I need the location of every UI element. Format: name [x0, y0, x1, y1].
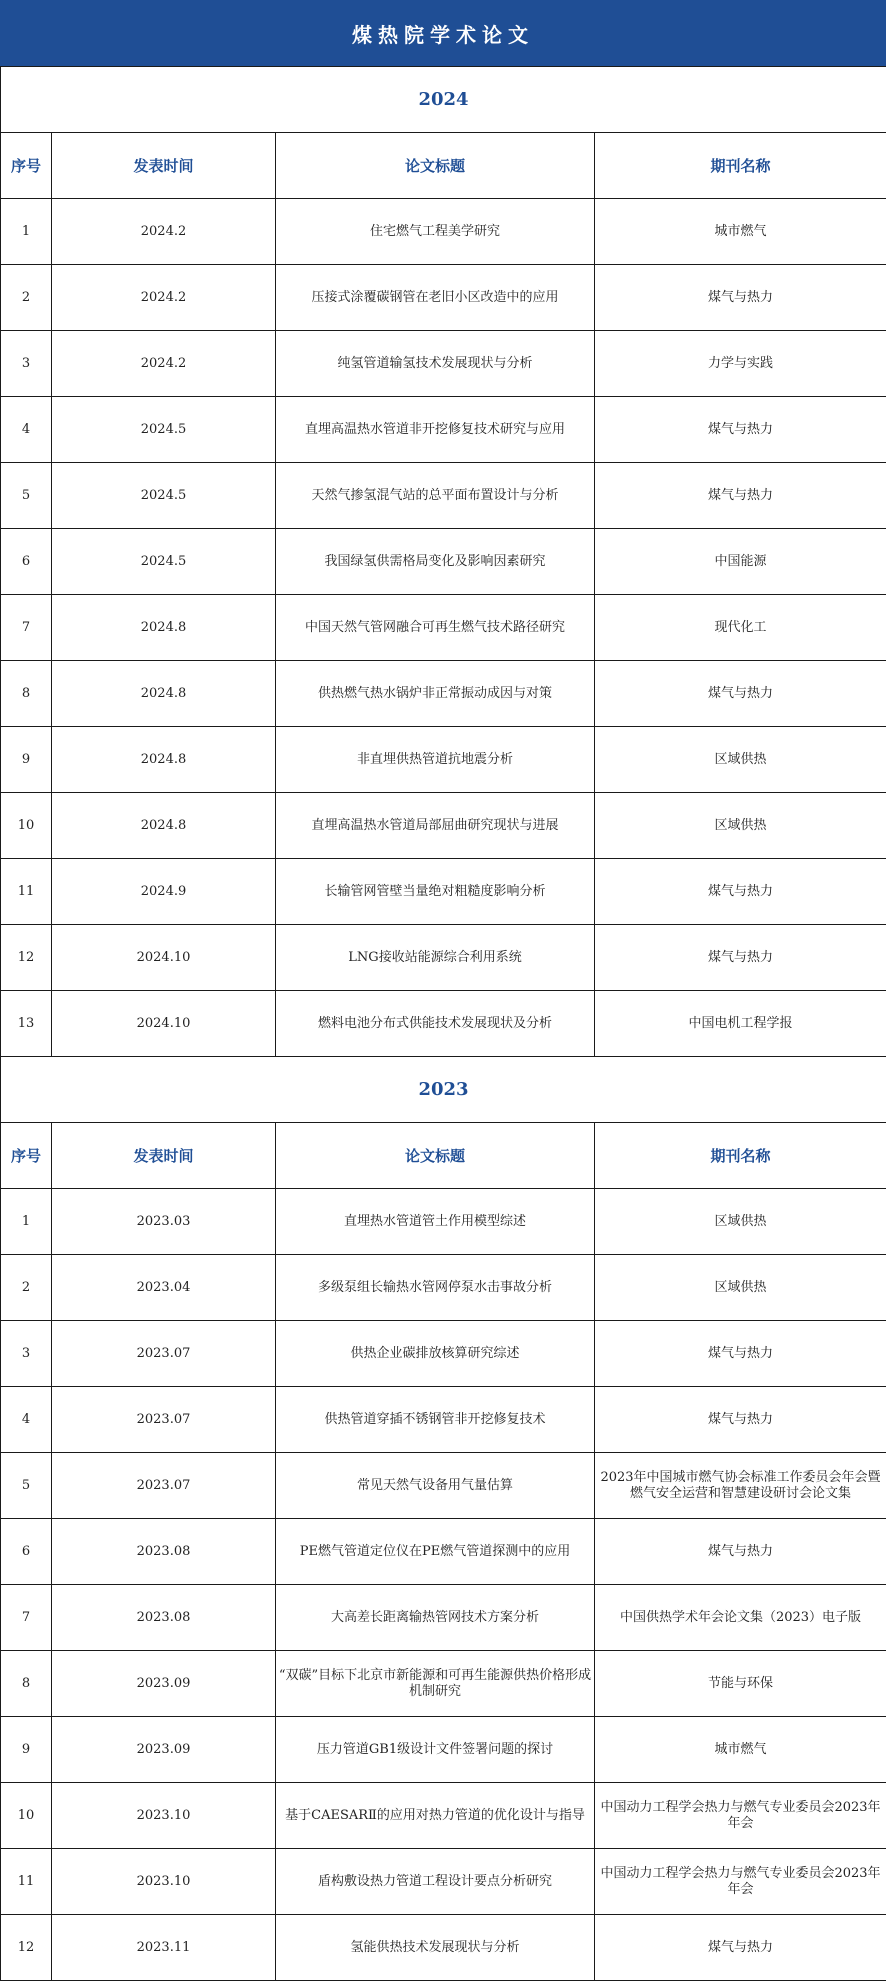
cell-title: 燃料电池分布式供能技术发展现状及分析: [276, 991, 595, 1057]
header-title: 论文标题: [276, 133, 595, 199]
cell-title: 多级泵组长输热水管网停泵水击事故分析: [276, 1255, 595, 1321]
cell-no: 8: [1, 1651, 52, 1717]
cell-journal: 中国动力工程学会热力与燃气专业委员会2023年年会: [595, 1849, 886, 1915]
cell-title: 直埋高温热水管道局部屈曲研究现状与进展: [276, 793, 595, 859]
table-row: [1, 1189, 886, 1255]
cell-no: 9: [1, 1717, 52, 1783]
cell-date: 2023.07: [52, 1453, 276, 1519]
cell-journal: 力学与实践: [595, 331, 886, 397]
cell-title: 氢能供热技术发展现状与分析: [276, 1915, 595, 1981]
table-row: [1, 397, 886, 463]
cell-date: 2023.11: [52, 1915, 276, 1981]
header-date: 发表时间: [52, 133, 276, 199]
cell-no: 6: [1, 529, 52, 595]
cell-title: 中国天然气管网融合可再生燃气技术路径研究: [276, 595, 595, 661]
cell-date: 2024.8: [52, 727, 276, 793]
cell-date: 2024.10: [52, 991, 276, 1057]
table-row: [1, 529, 886, 595]
cell-title: 直埋高温热水管道非开挖修复技术研究与应用: [276, 397, 595, 463]
table-row: [1, 925, 886, 991]
cell-date: 2024.8: [52, 661, 276, 727]
cell-no: 1: [1, 1189, 52, 1255]
cell-date: 2023.07: [52, 1321, 276, 1387]
cell-title: 盾构敷设热力管道工程设计要点分析研究: [276, 1849, 595, 1915]
cell-title: 大高差长距离输热管网技术方案分析: [276, 1585, 595, 1651]
cell-title: 压力管道GB1级设计文件签署问题的探讨: [276, 1717, 595, 1783]
header-journal: 期刊名称: [595, 1123, 886, 1189]
table-row: [1, 595, 886, 661]
table-row: [1, 1915, 886, 1981]
cell-title: 非直埋供热管道抗地震分析: [276, 727, 595, 793]
table-row: [1, 1519, 886, 1585]
cell-no: 1: [1, 199, 52, 265]
cell-date: 2023.07: [52, 1387, 276, 1453]
cell-no: 11: [1, 859, 52, 925]
cell-journal: 中国电机工程学报: [595, 991, 886, 1057]
cell-journal: 现代化工: [595, 595, 886, 661]
cell-no: 13: [1, 991, 52, 1057]
cell-journal: 煤气与热力: [595, 859, 886, 925]
table-row: [1, 661, 886, 727]
cell-date: 2024.9: [52, 859, 276, 925]
cell-date: 2023.08: [52, 1519, 276, 1585]
year-heading: 2023: [1, 1057, 886, 1123]
table-row: [1, 1387, 886, 1453]
cell-journal: 煤气与热力: [595, 463, 886, 529]
page-title: 煤热院学术论文: [0, 0, 886, 66]
table-row: [1, 1783, 886, 1849]
cell-journal: 2023年中国城市燃气协会标准工作委员会年会暨燃气安全运营和智慧建设研讨会论文集: [595, 1453, 886, 1519]
column-header-row: [1, 1123, 886, 1189]
year-heading: 2024: [1, 67, 886, 133]
header-date: 发表时间: [52, 1123, 276, 1189]
table-row: [1, 265, 886, 331]
cell-journal: 区域供热: [595, 793, 886, 859]
cell-journal: 煤气与热力: [595, 661, 886, 727]
cell-no: 7: [1, 595, 52, 661]
cell-title: 供热企业碳排放核算研究综述: [276, 1321, 595, 1387]
cell-date: 2023.09: [52, 1717, 276, 1783]
table-row: [1, 991, 886, 1057]
cell-no: 9: [1, 727, 52, 793]
cell-journal: 煤气与热力: [595, 1519, 886, 1585]
cell-title: 供热燃气热水锅炉非正常振动成因与对策: [276, 661, 595, 727]
cell-date: 2024.8: [52, 793, 276, 859]
cell-no: 3: [1, 331, 52, 397]
cell-no: 4: [1, 1387, 52, 1453]
cell-journal: 中国动力工程学会热力与燃气专业委员会2023年年会: [595, 1783, 886, 1849]
cell-journal: 煤气与热力: [595, 397, 886, 463]
cell-date: 2024.2: [52, 199, 276, 265]
year-section-row: [1, 67, 886, 133]
header-no: 序号: [1, 133, 52, 199]
cell-no: 2: [1, 265, 52, 331]
header-title: 论文标题: [276, 1123, 595, 1189]
cell-journal: 区域供热: [595, 727, 886, 793]
cell-date: 2024.5: [52, 397, 276, 463]
cell-title: 我国绿氢供需格局变化及影响因素研究: [276, 529, 595, 595]
cell-date: 2024.2: [52, 331, 276, 397]
cell-title: 直埋热水管道管土作用模型综述: [276, 1189, 595, 1255]
cell-no: 8: [1, 661, 52, 727]
cell-date: 2023.10: [52, 1849, 276, 1915]
cell-journal: 城市燃气: [595, 1717, 886, 1783]
table-row: [1, 331, 886, 397]
cell-journal: 煤气与热力: [595, 1387, 886, 1453]
table-row: [1, 1453, 886, 1519]
cell-journal: 煤气与热力: [595, 265, 886, 331]
cell-date: 2024.8: [52, 595, 276, 661]
column-header-row: [1, 133, 886, 199]
cell-no: 5: [1, 1453, 52, 1519]
year-section-row: [1, 1057, 886, 1123]
papers-table: [0, 66, 886, 1981]
cell-date: 2024.2: [52, 265, 276, 331]
table-row: [1, 1255, 886, 1321]
header-no: 序号: [1, 1123, 52, 1189]
papers-table-body: [1, 67, 886, 1981]
cell-no: 4: [1, 397, 52, 463]
cell-date: 2023.10: [52, 1783, 276, 1849]
cell-no: 10: [1, 793, 52, 859]
cell-title: 天然气掺氢混气站的总平面布置设计与分析: [276, 463, 595, 529]
cell-journal: 中国能源: [595, 529, 886, 595]
cell-no: 3: [1, 1321, 52, 1387]
cell-journal: 煤气与热力: [595, 925, 886, 991]
cell-date: 2023.08: [52, 1585, 276, 1651]
cell-no: 2: [1, 1255, 52, 1321]
cell-no: 12: [1, 1915, 52, 1981]
cell-journal: 城市燃气: [595, 199, 886, 265]
cell-title: 基于CAESARⅡ的应用对热力管道的优化设计与指导: [276, 1783, 595, 1849]
table-row: [1, 1585, 886, 1651]
table-row: [1, 859, 886, 925]
cell-no: 6: [1, 1519, 52, 1585]
cell-title: “双碳”目标下北京市新能源和可再生能源供热价格形成机制研究: [276, 1651, 595, 1717]
table-row: [1, 793, 886, 859]
table-row: [1, 727, 886, 793]
table-row: [1, 463, 886, 529]
cell-no: 12: [1, 925, 52, 991]
cell-date: 2023.04: [52, 1255, 276, 1321]
cell-journal: 区域供热: [595, 1189, 886, 1255]
cell-date: 2023.03: [52, 1189, 276, 1255]
cell-title: PE燃气管道定位仪在PE燃气管道探测中的应用: [276, 1519, 595, 1585]
cell-journal: 中国供热学术年会论文集（2023）电子版: [595, 1585, 886, 1651]
cell-journal: 煤气与热力: [595, 1915, 886, 1981]
cell-title: 压接式涂覆碳钢管在老旧小区改造中的应用: [276, 265, 595, 331]
cell-no: 5: [1, 463, 52, 529]
cell-title: 纯氢管道输氢技术发展现状与分析: [276, 331, 595, 397]
cell-title: 供热管道穿插不锈钢管非开挖修复技术: [276, 1387, 595, 1453]
cell-date: 2024.5: [52, 463, 276, 529]
cell-no: 11: [1, 1849, 52, 1915]
cell-no: 7: [1, 1585, 52, 1651]
cell-date: 2024.10: [52, 925, 276, 991]
table-row: [1, 1321, 886, 1387]
header-journal: 期刊名称: [595, 133, 886, 199]
cell-journal: 节能与环保: [595, 1651, 886, 1717]
table-row: [1, 1849, 886, 1915]
table-row: [1, 1717, 886, 1783]
cell-title: 常见天然气设备用气量估算: [276, 1453, 595, 1519]
cell-title: LNG接收站能源综合利用系统: [276, 925, 595, 991]
table-row: [1, 199, 886, 265]
cell-title: 长输管网管壁当量绝对粗糙度影响分析: [276, 859, 595, 925]
cell-journal: 区域供热: [595, 1255, 886, 1321]
table-row: [1, 1651, 886, 1717]
cell-date: 2024.5: [52, 529, 276, 595]
cell-title: 住宅燃气工程美学研究: [276, 199, 595, 265]
cell-no: 10: [1, 1783, 52, 1849]
cell-date: 2023.09: [52, 1651, 276, 1717]
cell-journal: 煤气与热力: [595, 1321, 886, 1387]
